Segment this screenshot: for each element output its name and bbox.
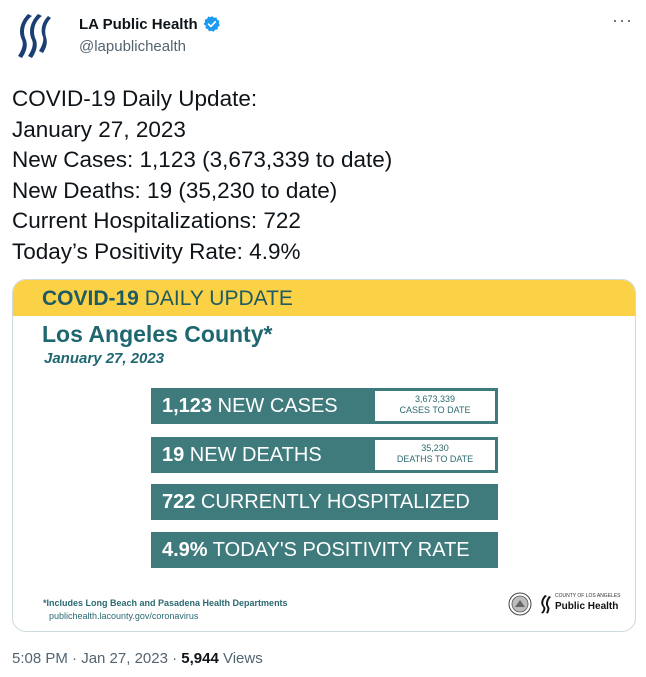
- to-date-box: [375, 440, 495, 470]
- stat-positivity: [151, 532, 498, 568]
- stat-new-cases: [151, 388, 498, 424]
- author-handle[interactable]: @lapublichealth: [79, 38, 186, 55]
- to-date-label: CASES TO DATE: [399, 405, 471, 415]
- update-date: January 27, 2023: [44, 350, 165, 367]
- stat-value: 722: [162, 490, 196, 513]
- more-options-icon[interactable]: ···: [612, 10, 633, 30]
- daily-update-banner: [13, 280, 635, 316]
- stat-text: NEW DEATHS: [184, 443, 322, 466]
- tweet-text: [12, 84, 392, 267]
- public-health-mark-icon: [539, 594, 553, 614]
- logo-county-text: COUNTY OF LOS ANGELES: [555, 593, 621, 599]
- stat-label: [151, 539, 470, 562]
- tweet-line: January 27, 2023: [12, 116, 186, 142]
- tweet-line: New Cases: 1,123 (3,673,339 to date): [12, 147, 393, 172]
- la-public-health-logo-avatar[interactable]: [12, 10, 58, 64]
- banner-title: [42, 287, 293, 311]
- stat-hospitalized: [151, 484, 498, 520]
- tweet-meta: [12, 650, 263, 667]
- banner-title-bold: COVID-19: [42, 287, 139, 310]
- tweet-line: COVID-19 Daily Update:: [12, 86, 258, 111]
- views-label: Views: [218, 650, 263, 667]
- author-name[interactable]: LA Public Health: [79, 15, 198, 33]
- stat-text: TODAY'S POSITIVITY RATE: [207, 538, 470, 561]
- verified-badge-icon: [203, 15, 221, 33]
- to-date-box: [375, 391, 495, 421]
- tweet-line: Current Hospitalizations: 722: [12, 208, 301, 233]
- stat-new-deaths: [151, 437, 498, 473]
- stat-text: NEW CASES: [212, 394, 338, 417]
- stat-value: 19: [162, 443, 185, 466]
- county-seal-icon: [508, 592, 532, 616]
- source-url: publichealth.lacounty.gov/coronavirus: [49, 611, 199, 621]
- public-health-logo: [539, 592, 629, 616]
- stat-value: 1,123: [162, 394, 213, 417]
- stat-label: [151, 444, 322, 467]
- view-count: 5,944: [181, 650, 219, 667]
- tweet-timestamp[interactable]: 5:08 PM · Jan 27, 2023 ·: [12, 650, 182, 667]
- to-date-label: DEATHS TO DATE: [396, 454, 474, 464]
- author-name-row[interactable]: [79, 15, 221, 33]
- stat-value: 4.9%: [162, 538, 208, 561]
- logo-public-health-text: Public Health: [555, 601, 619, 612]
- tweet-line: Today’s Positivity Rate: 4.9%: [12, 238, 301, 264]
- stat-label: [151, 395, 338, 418]
- tweet-media-image[interactable]: [12, 279, 636, 632]
- county-title: Los Angeles County*: [42, 321, 273, 347]
- to-date-value: 35,230: [421, 443, 449, 453]
- banner-title-rest: DAILY UPDATE: [138, 287, 293, 310]
- stat-text: CURRENTLY HOSPITALIZED: [195, 490, 470, 513]
- tweet-line: New Deaths: 19 (35,230 to date): [12, 177, 338, 203]
- to-date-value: 3,673,339: [414, 394, 456, 404]
- footnote: *Includes Long Beach and Pasadena Health Departments: [43, 598, 288, 608]
- stat-label: [151, 491, 470, 514]
